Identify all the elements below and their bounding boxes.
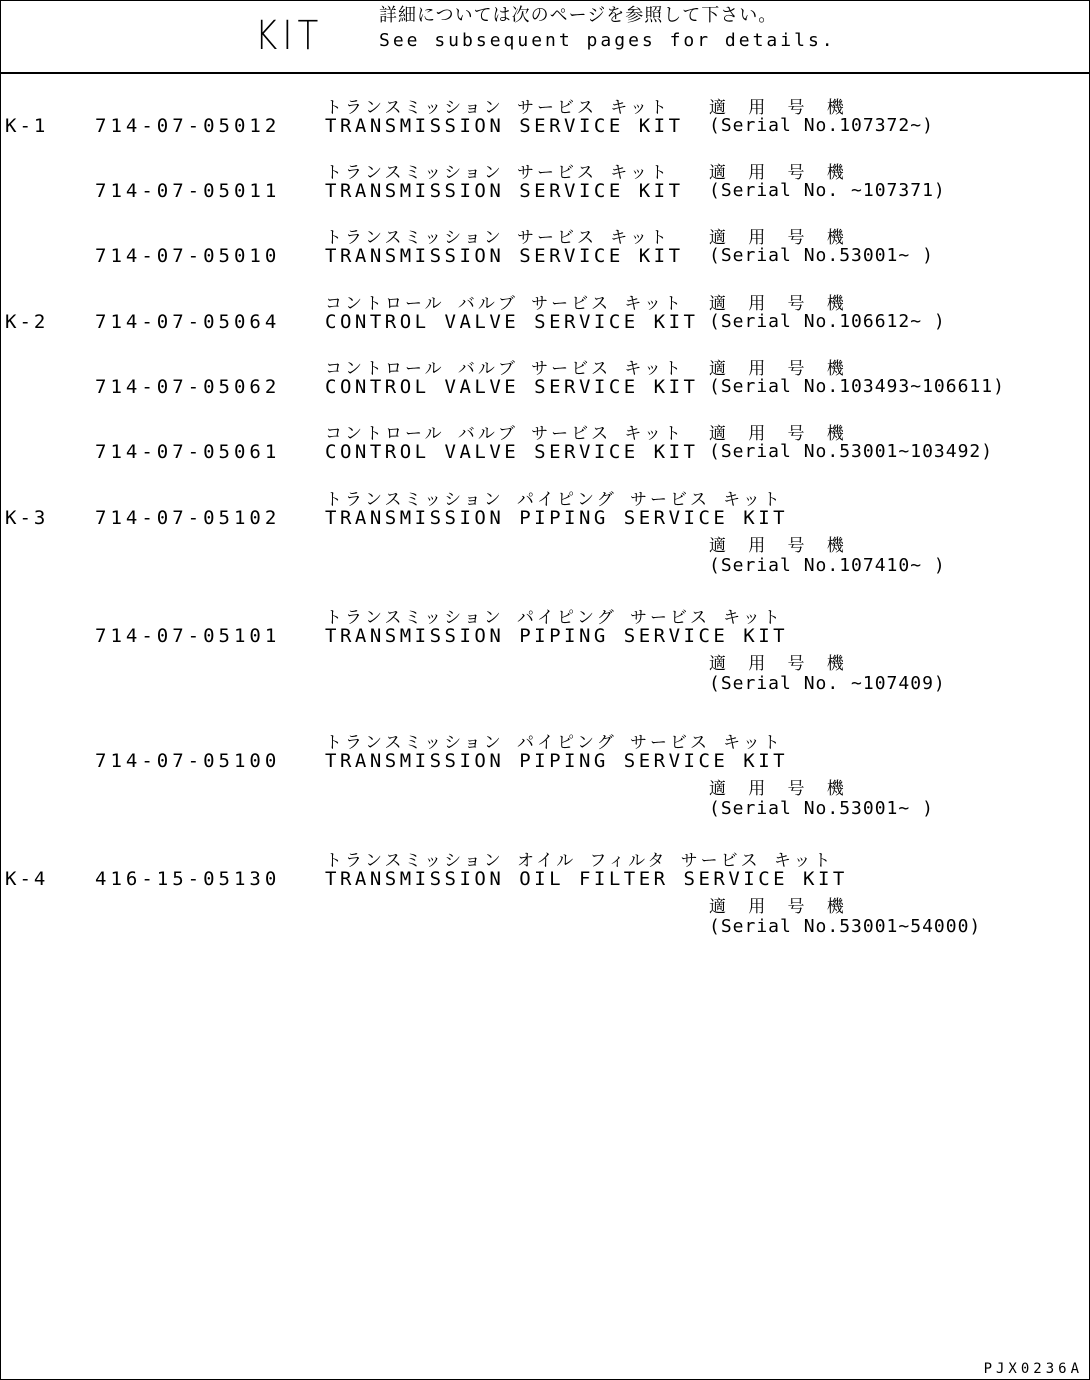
serial-range: (Serial No. ~107409) <box>709 673 946 694</box>
part-number: 416-15-05130 <box>95 868 281 890</box>
serial-applicability-label: 適 用 号 機 <box>709 359 850 379</box>
part-number: 714-07-05010 <box>95 245 281 267</box>
part-number: 714-07-05064 <box>95 311 281 333</box>
serial-range: (Serial No.103493~106611) <box>709 376 1005 397</box>
part-number: 714-07-05011 <box>95 180 281 202</box>
serial-applicability-label: 適 用 号 機 <box>709 228 850 248</box>
serial-applicability-label: 適 用 号 機 <box>709 536 850 556</box>
kit-name-jp: トランスミッション パイピング サービス キット <box>325 608 783 628</box>
kit-name-jp: コントロール バルブ サービス キット <box>325 424 685 444</box>
kit-name-en: TRANSMISSION SERVICE KIT <box>325 180 684 202</box>
header-note <box>379 5 836 55</box>
part-number: 714-07-05100 <box>95 750 281 772</box>
serial-applicability-label: 適 用 号 機 <box>709 163 850 183</box>
serial-applicability-label: 適 用 号 機 <box>709 294 850 314</box>
serial-range: (Serial No.53001~ ) <box>709 245 934 266</box>
kit-name-jp: トランスミッション オイル フィルタ サービス キット <box>325 851 834 871</box>
kit-group-label: K-4 <box>5 868 49 890</box>
kit-name-en: TRANSMISSION PIPING SERVICE KIT <box>325 625 789 647</box>
kit-name-jp: トランスミッション サービス キット <box>325 98 670 118</box>
serial-applicability-label: 適 用 号 機 <box>709 424 850 444</box>
serial-applicability-label: 適 用 号 機 <box>709 98 850 118</box>
part-number: 714-07-05062 <box>95 376 281 398</box>
kit-group-label: K-3 <box>5 507 49 529</box>
kit-name-en: TRANSMISSION PIPING SERVICE KIT <box>325 507 789 529</box>
serial-range: (Serial No. ~107371) <box>709 180 946 201</box>
serial-range: (Serial No.107372~) <box>709 115 934 136</box>
kit-name-jp: トランスミッション パイピング サービス キット <box>325 490 783 510</box>
drawing-code: PJX0236A <box>983 1361 1083 1377</box>
kit-name-en: CONTROL VALVE SERVICE KIT <box>325 311 699 333</box>
kit-name-jp: コントロール バルブ サービス キット <box>325 359 685 379</box>
kit-name-en: CONTROL VALVE SERVICE KIT <box>325 441 699 463</box>
serial-applicability-label: 適 用 号 機 <box>709 897 850 917</box>
kit-name-jp: トランスミッション サービス キット <box>325 228 670 248</box>
kit-name-en: CONTROL VALVE SERVICE KIT <box>325 376 699 398</box>
kit-group-label: K-1 <box>5 115 49 137</box>
header-note-jp: 詳細については次のページを参照して下さい。 <box>379 5 778 26</box>
kit-name-en: TRANSMISSION SERVICE KIT <box>325 245 684 267</box>
serial-range: (Serial No.53001~ ) <box>709 798 934 819</box>
part-number: 714-07-05101 <box>95 625 281 647</box>
kit-name-jp: コントロール バルブ サービス キット <box>325 294 685 314</box>
part-number: 714-07-05061 <box>95 441 281 463</box>
part-number: 714-07-05012 <box>95 115 281 137</box>
serial-range: (Serial No.53001~103492) <box>709 441 994 462</box>
kit-name-en: TRANSMISSION SERVICE KIT <box>325 115 684 137</box>
serial-range: (Serial No.107410~ ) <box>709 555 946 576</box>
part-number: 714-07-05102 <box>95 507 281 529</box>
kit-group-label: K-2 <box>5 311 49 333</box>
serial-range: (Serial No.53001~54000) <box>709 916 982 937</box>
kit-name-en: TRANSMISSION PIPING SERVICE KIT <box>325 750 789 772</box>
header-note-en: See subsequent pages for details. <box>379 30 836 51</box>
serial-applicability-label: 適 用 号 機 <box>709 654 850 674</box>
serial-range: (Serial No.106612~ ) <box>709 311 946 332</box>
kit-name-jp: トランスミッション サービス キット <box>325 163 670 183</box>
serial-applicability-label: 適 用 号 機 <box>709 779 850 799</box>
page-title: KIT <box>255 13 324 59</box>
kit-name-en: TRANSMISSION OIL FILTER SERVICE KIT <box>325 868 848 890</box>
kit-name-jp: トランスミッション パイピング サービス キット <box>325 733 783 753</box>
header-divider <box>1 72 1089 74</box>
